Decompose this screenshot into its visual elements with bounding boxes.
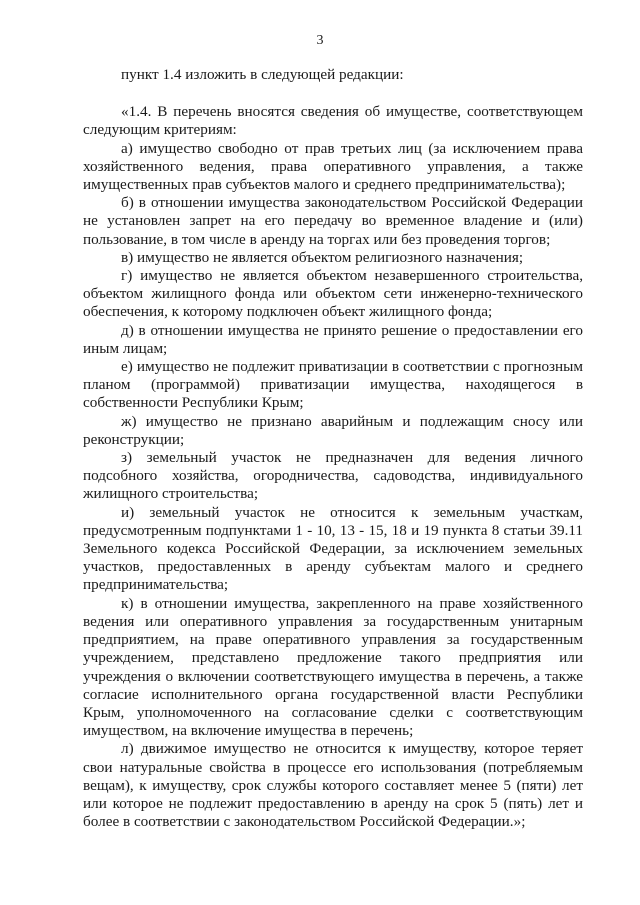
criterion-v: в) имущество не является объектом религиозного назначения; (121, 248, 524, 266)
criterion-e: е) имущество не подлежит приватизации в соответствии с прогнозным планом (программой) приватизации имущества, находящегося в собственности Республики Крым; (83, 358, 583, 412)
document-body (83, 66, 583, 831)
criterion-k: к) в отношении имущества, закрепленного на праве хозяйственного ведения или оперативного управления за государственным унитарным предприятием, на праве оперативного управления за государственным учреждением, представлено предложение такого предприятия или учреждения о включении соответствующего имущества в перечень, а также согласие исполнительного органа государственной власти Республики Крым, уполномоченного на согласование сделки с соответствующим имуществом, на включение имущества в перечень; (83, 594, 583, 740)
criterion-l: л) движимое имущество не относится к имуществу, которое теряет свои натуральные свойства в процессе его использования (потребляемым вещам), к имуществу, срок службы которого составляет менее 5 (пяти) лет или которое не подлежит предоставлению в аренду на срок 5 (пять) лет и более в соответствии с законодательством Российской Федерации.»; (83, 740, 583, 831)
criterion-zh: ж) имущество не признано аварийным и подлежащим сносу или реконструкции; (83, 412, 583, 448)
criterion-d: д) в отношении имущества не принято решение о предоставлении его иным лицам; (83, 321, 583, 357)
criterion-a: а) имущество свободно от прав третьих лиц (за исключением права хозяйственного ведения, права оперативного управления, а также имущественных прав субъектов малого и среднего предпринимательства); (83, 139, 583, 194)
intro-line: пункт 1.4 изложить в следующей редакции: (121, 66, 404, 83)
paragraph-1-4-heading: «1.4. В перечень вносятся сведения об имуществе, соответствующем следующим критериям: (83, 103, 583, 139)
page-number: 3 (316, 33, 324, 48)
criterion-g: г) имущество не является объектом незавершенного строительства, объектом жилищного фонда или объектом сети инженерно-технического обеспечения, к которому подключен объект жилищного фонда; (83, 267, 583, 321)
criterion-z: з) земельный участок не предназначен для ведения личного подсобного хозяйства, огородничества, садоводства, индивидуального жилищного строительства; (83, 449, 583, 503)
criterion-b: б) в отношении имущества законодательством Российской Федерации не установлен запрет на его передачу во временное владение и (или) пользование, в том числе в аренду на торгах или без проведения торгов; (83, 194, 583, 248)
criterion-i: и) земельный участок не относится к земельным участкам, предусмотренным подпунктами 1 - 10, 13 - 15, 18 и 19 пункта 8 статьи 39.11 Земельного кодекса Российской Федерации, за исключением земельных участков, предоставленных в аренду субъектам малого и среднего предпринимательства; (83, 503, 583, 594)
